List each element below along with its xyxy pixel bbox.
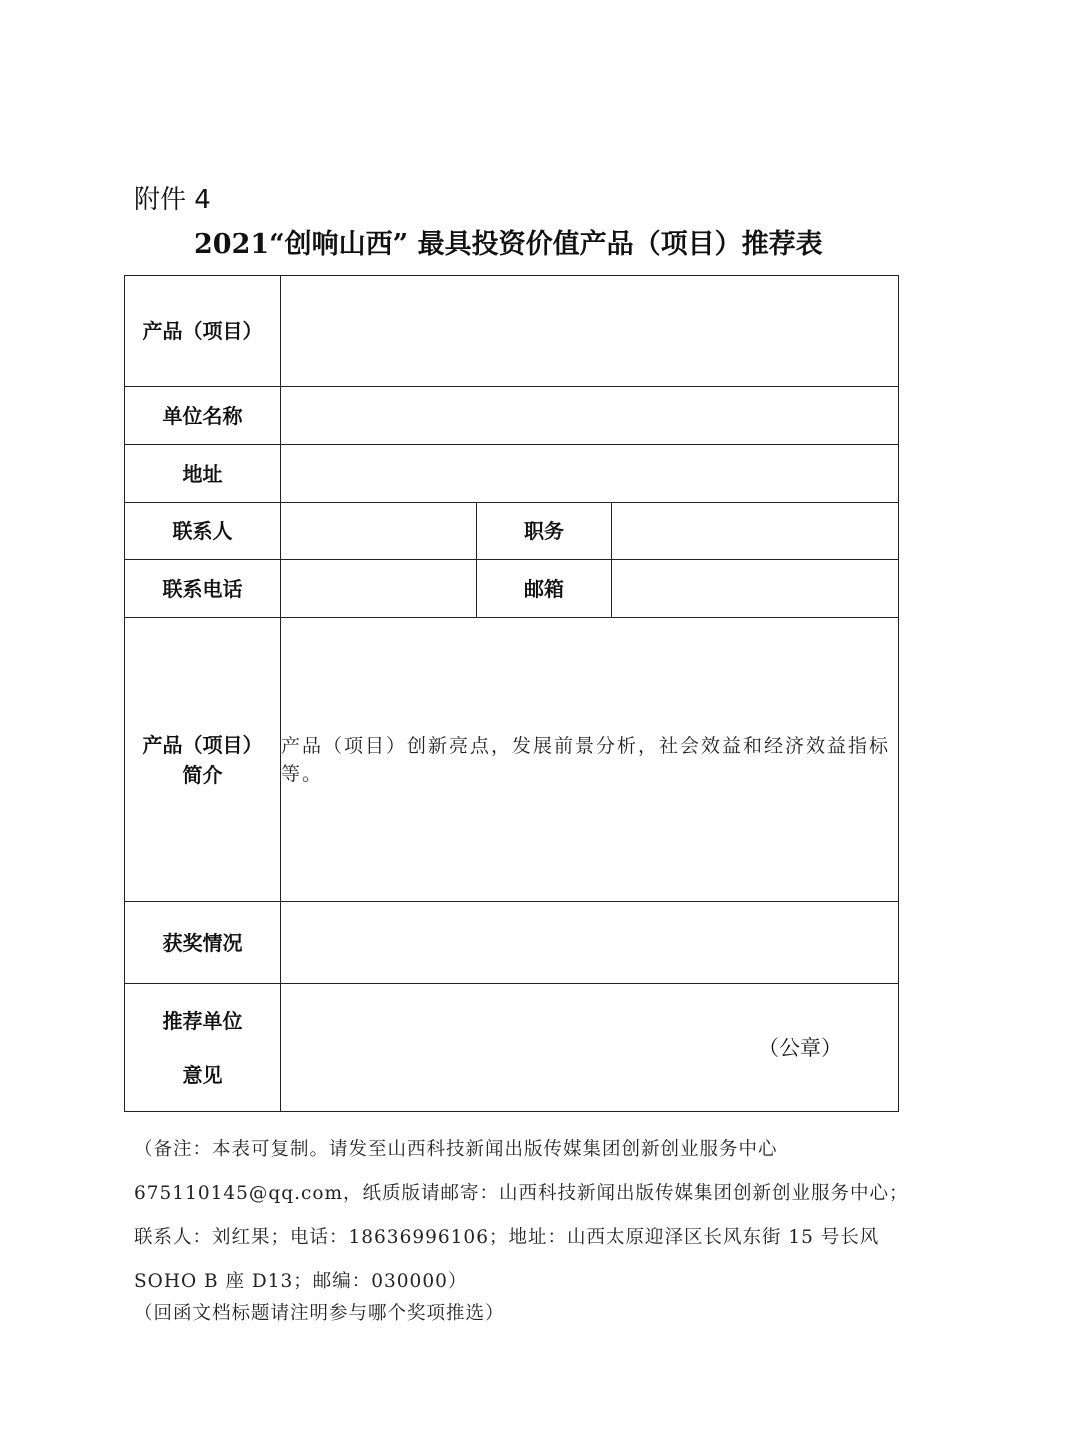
contact-field[interactable] xyxy=(281,503,477,560)
recommend-label-line1: 推荐单位 xyxy=(162,1008,243,1033)
product-field[interactable] xyxy=(281,276,899,387)
intro-label-line1: 产品（项目） xyxy=(142,732,263,757)
row-address xyxy=(125,445,899,503)
intro-label-line2: 简介 xyxy=(182,762,223,787)
attachment-number: 附件 4 xyxy=(134,185,211,215)
remarks-line-2: 675110145@qq.com，纸质版请邮寄：山西科技新闻出版传媒集团创新创业服务中心； xyxy=(134,1183,909,1204)
phone-field[interactable] xyxy=(281,560,477,618)
awards-field[interactable] xyxy=(281,902,899,984)
intro-hint-text: 产品（项目）创新亮点，发展前景分析，社会效益和经济效益指标等。 xyxy=(281,734,891,785)
position-field[interactable] xyxy=(612,503,899,560)
remarks-line-3: 联系人：刘红果；电话：18636996106；地址：山西太原迎泽区长风东街 15 号长风 xyxy=(134,1227,880,1248)
email-field[interactable] xyxy=(612,560,899,618)
remarks-line-4: SOHO B 座 D13；邮编：030000） xyxy=(134,1271,468,1292)
unit-name-label: 单位名称 xyxy=(125,387,281,445)
row-product xyxy=(125,276,899,387)
official-seal-note: （公章） xyxy=(758,1036,843,1060)
row-recommend xyxy=(125,984,899,1112)
row-awards xyxy=(125,902,899,984)
recommend-opinion-field[interactable] xyxy=(281,984,899,1112)
form-title: 2021“创响山西” 最具投资价值产品（项目）推荐表 xyxy=(194,229,823,260)
recommend-label xyxy=(125,984,281,1112)
contact-label: 联系人 xyxy=(125,503,281,560)
recommend-label-line2: 意见 xyxy=(182,1062,223,1087)
intro-label xyxy=(125,618,281,902)
awards-label: 获奖情况 xyxy=(125,902,281,984)
intro-field[interactable] xyxy=(281,618,899,902)
product-label: 产品（项目） xyxy=(125,276,281,387)
recommendation-form-table xyxy=(124,275,899,1112)
row-contact xyxy=(125,503,899,560)
row-phone xyxy=(125,560,899,618)
reply-title-note: （回函文档标题请注明参与哪个奖项推选） xyxy=(134,1303,505,1324)
unit-name-field[interactable] xyxy=(281,387,899,445)
row-unit-name xyxy=(125,387,899,445)
remarks-line-1: （备注：本表可复制。请发至山西科技新闻出版传媒集团创新创业服务中心 xyxy=(134,1139,778,1160)
address-label: 地址 xyxy=(125,445,281,503)
row-intro xyxy=(125,618,899,902)
phone-label: 联系电话 xyxy=(125,560,281,618)
email-label: 邮箱 xyxy=(477,560,612,618)
remarks xyxy=(134,1128,934,1304)
address-field[interactable] xyxy=(281,445,899,503)
position-label: 职务 xyxy=(477,503,612,560)
